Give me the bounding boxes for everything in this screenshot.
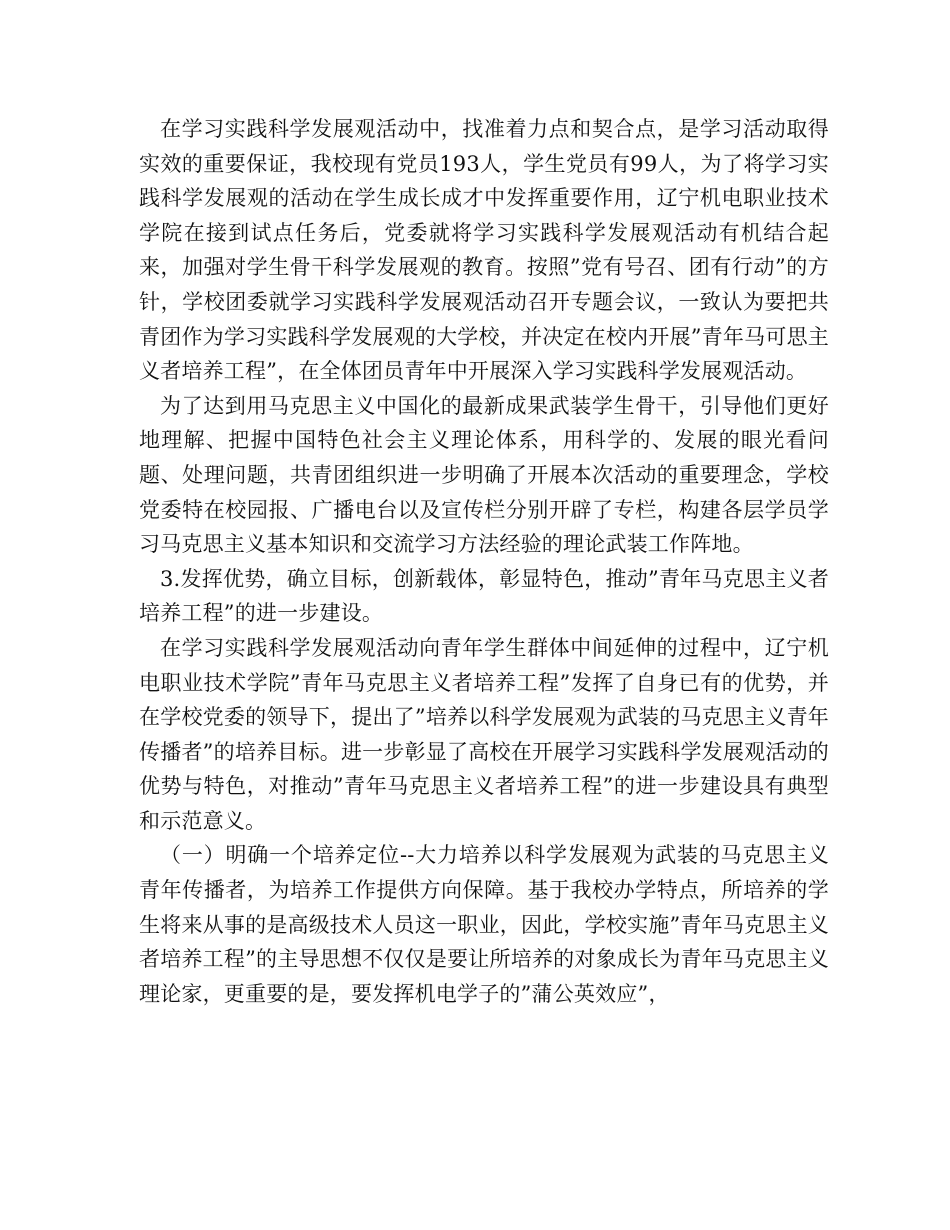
document-body bbox=[139, 112, 829, 1011]
paragraph: 为了达到用马克思主义中国化的最新成果武装学生骨干，引导他们更好地理解、把握中国特色社会主义理论体系，用科学的、发展的眼光看问题、处理问题，共青团组织进一步明确了开展本次活动的重要理念，学校党委特在校园报、广播电台以及宣传栏分别开辟了专栏，构建各层学员学习马克思主义基本知识和交流学习方法经验的理论武装工作阵地。 bbox=[139, 393, 829, 557]
paragraph: 3.发挥优势，确立目标，创新载体，彰显特色，推动”青年马克思主义者培养工程”的进一步建设。 bbox=[139, 566, 829, 626]
paragraph: （一）明确一个培养定位--大力培养以科学发展观为武装的马克思主义青年传播者，为培养工作提供方向保障。基于我校办学特点，所培养的学生将来从事的是高级技术人员这一职业，因此，学校实施”青年马克思主义者培养工程”的主导思想不仅仅是要让所培养的对象成长为青年马克思主义理论家，更重要的是，要发挥机电学子的”蒲公英效应”， bbox=[139, 843, 829, 1006]
paragraph: 在学习实践科学发展观活动向青年学生群体中间延伸的过程中，辽宁机电职业技术学院”青年马克思主义者培养工程”发挥了自身已有的优势，并在学校党委的领导下，提出了”培养以科学发展观为武装的马克思主义青年传播者”的培养目标。进一步彰显了高校在开展学习实践科学发展观活动的优势与特色，对推动”青年马克思主义者培养工程”的进一步建设具有典型和示范意义。 bbox=[139, 635, 829, 833]
paragraph: 在学习实践科学发展观活动中，找准着力点和契合点，是学习活动取得实效的重要保证，我校现有党员193人，学生党员有99人，为了将学习实践科学发展观的活动在学生成长成才中发挥重要作用，辽宁机电职业技术学院在接到试点任务后，党委就将学习实践科学发展观活动有机结合起来，加强对学生骨干科学发展观的教育。按照”党有号召、团有行动”的方针，学校团委就学习实践科学发展观活动召开专题会议，一致认为要把共青团作为学习实践科学发展观的大学校，并决定在校内开展”青年马可思主义者培养工程”，在全体团员青年中开展深入学习实践科学发展观活动。 bbox=[139, 117, 829, 384]
